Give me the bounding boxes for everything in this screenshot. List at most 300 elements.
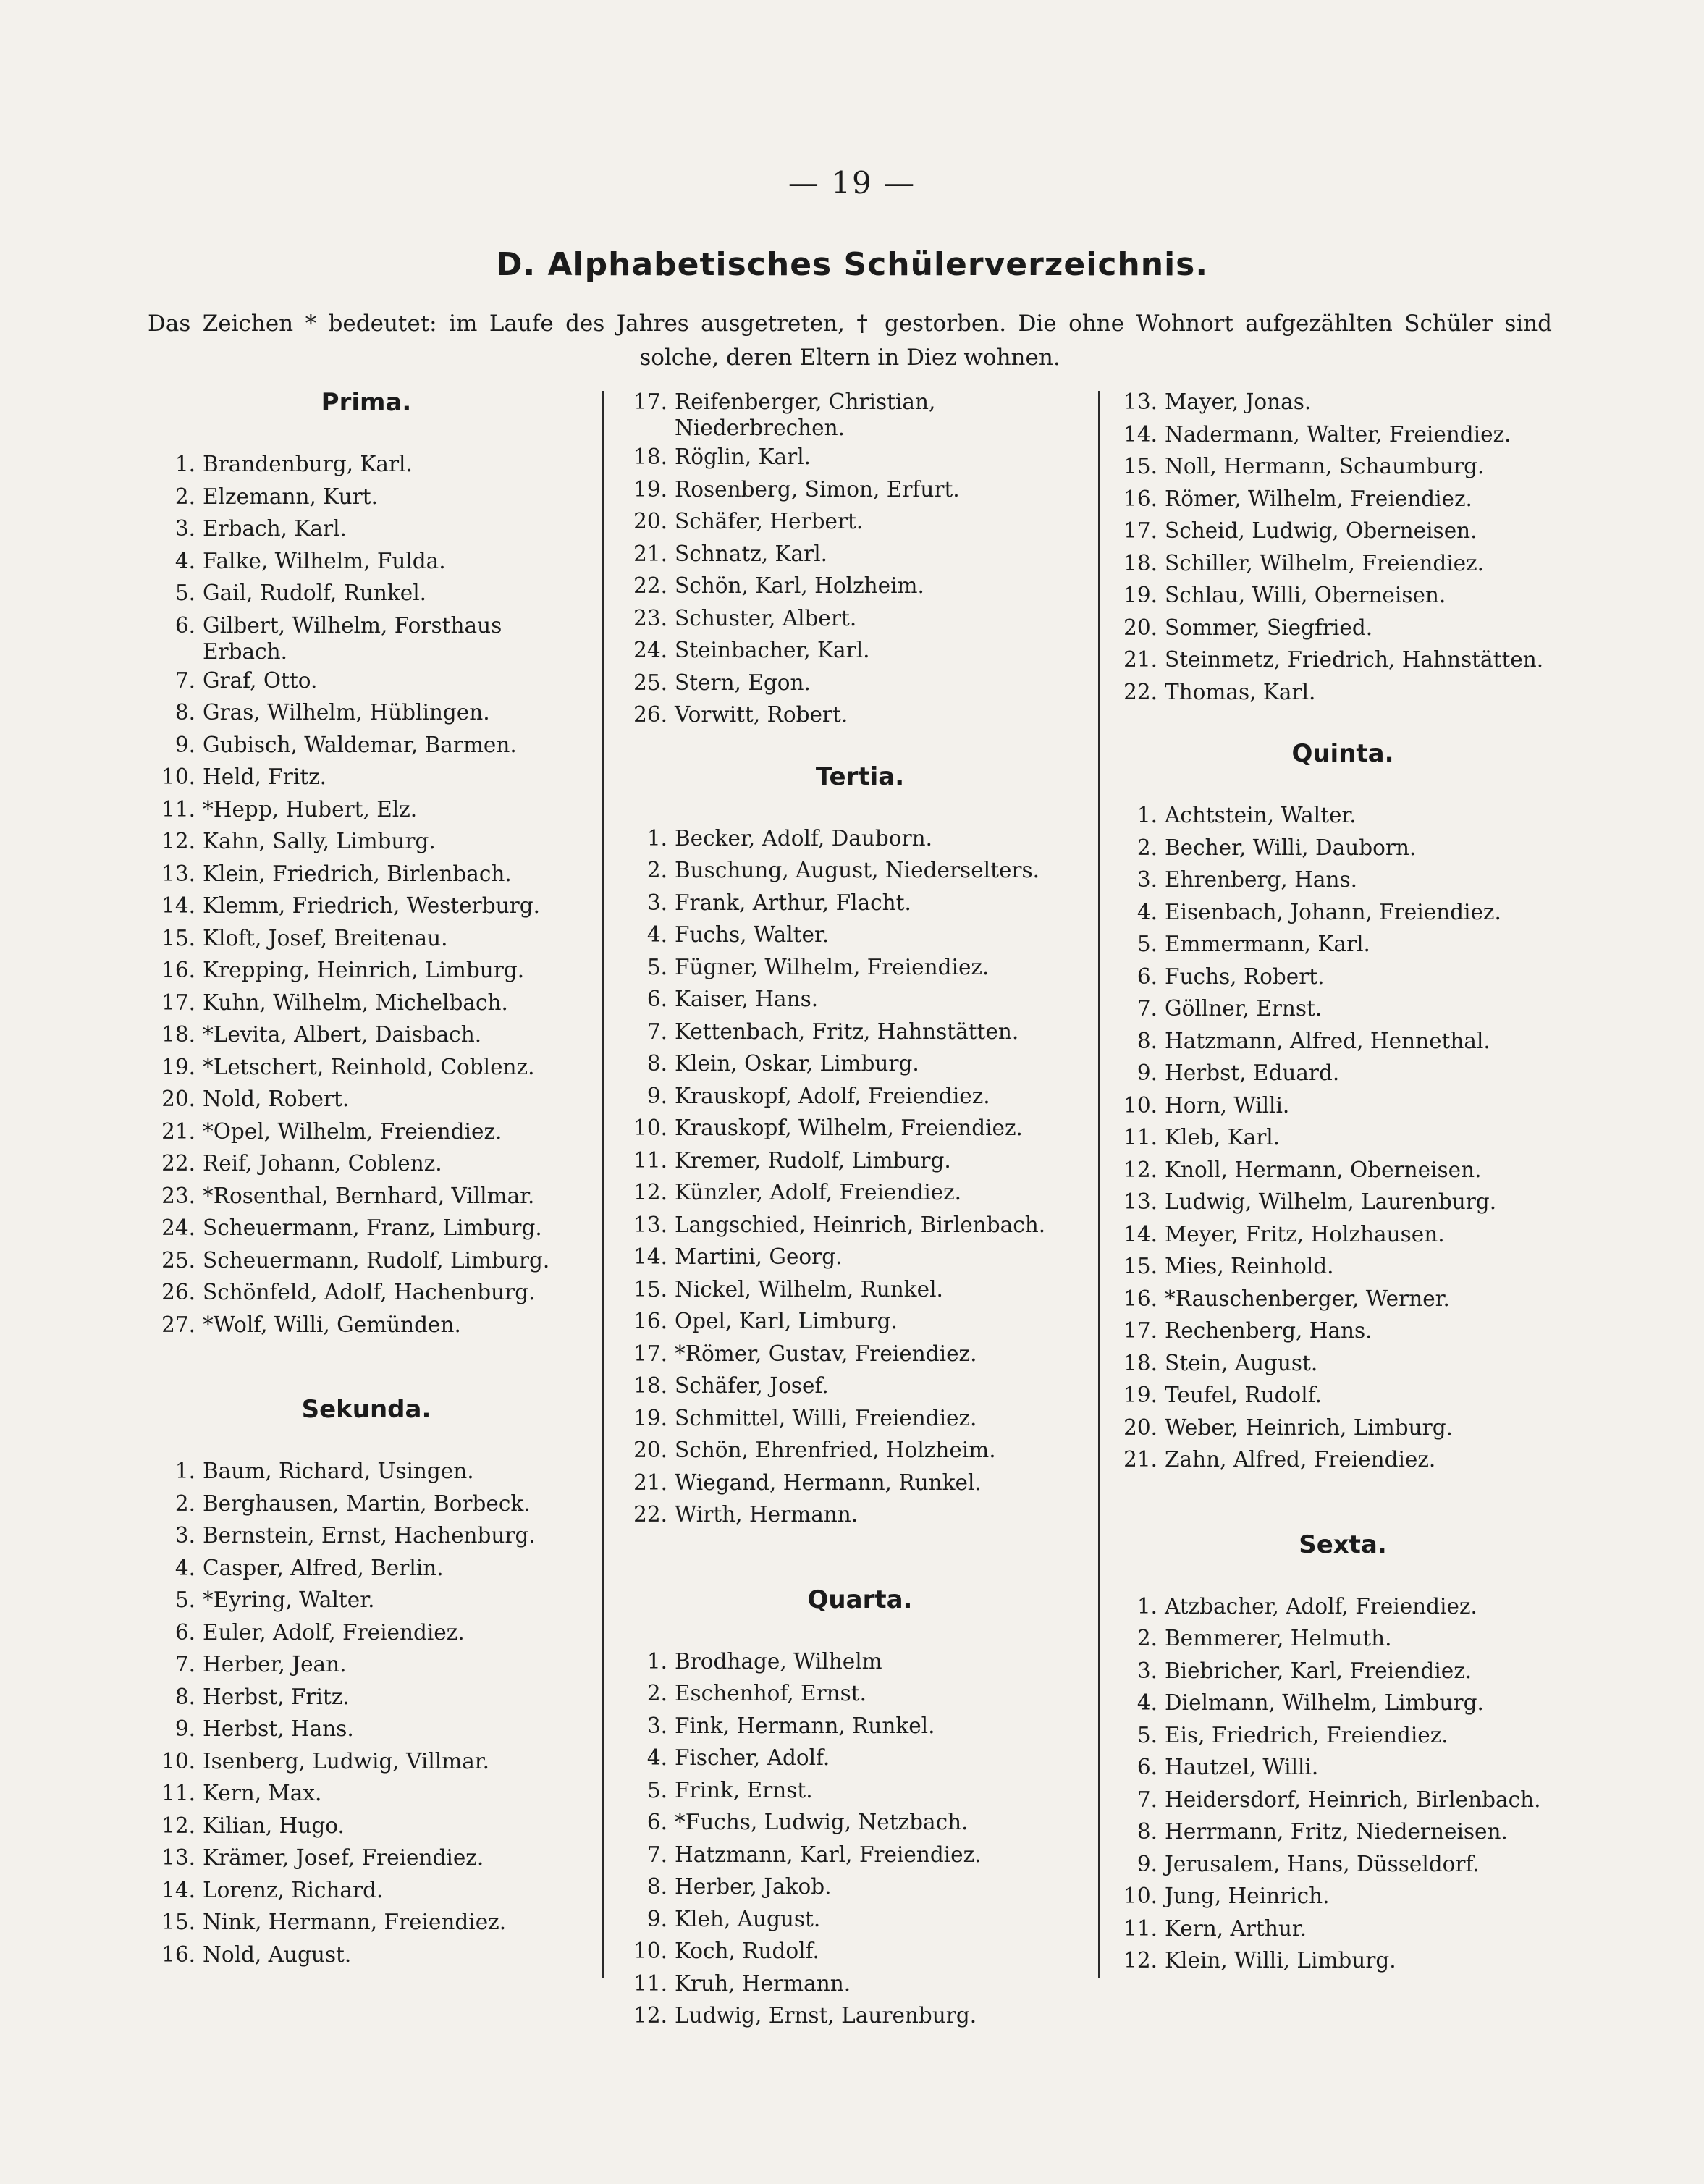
student-entry <box>621 602 1099 635</box>
student-entry <box>1111 799 1574 832</box>
student-entry <box>621 1144 1099 1177</box>
entry-number: 9. <box>646 1083 667 1108</box>
student-entry <box>1111 483 1574 515</box>
student-entry <box>149 1648 583 1681</box>
entry-name: Fuchs, Robert. <box>1165 964 1325 989</box>
entry-name: Martini, Georg. <box>675 1244 843 1269</box>
entry-name: Fink, Hermann, Runkel. <box>675 1713 935 1738</box>
student-entry <box>621 667 1099 699</box>
entry-number: 8. <box>174 1684 195 1709</box>
student-entry <box>1111 515 1574 547</box>
entry-number: 15. <box>161 1910 195 1934</box>
student-entry <box>1111 1816 1574 1848</box>
entry-name: Heidersdorf, Heinrich, Birlenbach. <box>1165 1787 1541 1812</box>
entry-name: Erbach, Karl. <box>203 516 347 541</box>
entry-name: Schlau, Willi, Oberneisen. <box>1165 583 1446 607</box>
entry-name: Kremer, Rudolf, Limburg. <box>675 1147 951 1173</box>
student-entry <box>621 1968 1099 2000</box>
student-entry <box>1111 676 1574 709</box>
entry-number: 2. <box>1136 835 1157 860</box>
student-entry <box>1111 1719 1574 1752</box>
entry-number: 12. <box>161 1813 195 1838</box>
entry-number: 1. <box>646 825 667 851</box>
student-entry <box>1111 992 1574 1025</box>
entry-number: 3. <box>646 1713 667 1738</box>
entry-name: Schön, Karl, Holzheim. <box>675 573 924 598</box>
column-middle <box>621 386 1099 2084</box>
entry-number: 8. <box>1136 1819 1157 1844</box>
entry-number: 11. <box>633 1147 667 1173</box>
entry-number: 11. <box>161 796 195 822</box>
student-entry <box>621 1498 1099 1531</box>
student-entry <box>149 1552 583 1585</box>
entry-number: 25. <box>633 670 667 695</box>
entry-name: Schön, Ehrenfried, Holzheim. <box>675 1438 996 1462</box>
entry-number: 14. <box>1123 421 1157 447</box>
student-entry <box>1111 1443 1574 1476</box>
entry-number: 23. <box>161 1183 195 1208</box>
student-entry <box>149 1147 583 1180</box>
entry-name: Gras, Wilhelm, Hüblingen. <box>203 700 490 725</box>
entry-number: 9. <box>1136 1061 1157 1085</box>
student-entry <box>1111 1913 1574 1945</box>
entry-name: Herbst, Fritz. <box>203 1684 350 1709</box>
entry-name: Mayer, Jonas. <box>1165 389 1312 414</box>
student-entry <box>149 954 583 987</box>
student-entry <box>1111 896 1574 929</box>
student-entry <box>621 1903 1099 1936</box>
student-entry <box>621 1016 1099 1048</box>
entry-name: Knoll, Hermann, Oberneisen. <box>1165 1157 1482 1182</box>
student-entry <box>621 1935 1099 1968</box>
entry-number: 3. <box>1136 1658 1157 1683</box>
entry-number: 4. <box>646 922 667 947</box>
entry-number: 1. <box>174 1459 195 1483</box>
entry-name: Schäfer, Herbert. <box>675 509 864 534</box>
entry-name: Bernstein, Ernst, Hachenburg. <box>203 1523 536 1548</box>
entry-name: Krauskopf, Adolf, Freiendiez. <box>675 1083 990 1108</box>
entry-name: Klein, Oskar, Limburg. <box>675 1051 919 1076</box>
student-entry <box>1111 1848 1574 1881</box>
entry-name: Koch, Rudolf. <box>675 1939 819 1963</box>
student-entry <box>621 1402 1099 1435</box>
entry-number: 10. <box>633 1116 667 1140</box>
entry-number: 9. <box>174 1716 195 1741</box>
entry-number: 27. <box>161 1312 195 1337</box>
entry-number: 19. <box>633 476 667 502</box>
entry-name: Hatzmann, Karl, Freiendiez. <box>675 1842 982 1867</box>
student-entry <box>1111 1089 1574 1122</box>
entry-name: Held, Fritz. <box>203 764 327 789</box>
entry-number: 4. <box>174 548 195 573</box>
student-entry <box>621 1710 1099 1742</box>
entry-number: 13. <box>633 1212 667 1237</box>
entry-number: 17. <box>633 1341 667 1366</box>
entry-number: 10. <box>161 1748 195 1774</box>
student-entry <box>1111 418 1574 451</box>
entry-name: Ludwig, Ernst, Laurenburg. <box>675 2003 977 2028</box>
entry-name: Dielmann, Wilhelm, Limburg. <box>1165 1690 1484 1715</box>
entry-number: 2. <box>646 1681 667 1706</box>
entry-name: Baum, Richard, Usingen. <box>203 1459 474 1483</box>
entry-number: 14. <box>1123 1221 1157 1247</box>
entry-name: Fuchs, Walter. <box>675 922 830 947</box>
entry-number: 23. <box>633 605 667 631</box>
entry-number: 3. <box>1136 867 1157 892</box>
entry-number: 1. <box>1136 803 1157 827</box>
legend-note: Das Zeichen * bedeutet: im Laufe des Jahres ausgetreten, † gestorben. Die ohne Wohnort aufgezählten Schüler sind solche, deren Eltern in Diez wohnen. <box>148 311 1552 371</box>
entry-name: Graf, Otto. <box>203 667 318 693</box>
student-entry <box>1111 1154 1574 1186</box>
student-entry <box>621 634 1099 667</box>
entry-number: 5. <box>1136 932 1157 956</box>
entry-number: 11. <box>161 1781 195 1805</box>
student-entry <box>1111 1687 1574 1719</box>
entry-name: Krämer, Josef, Freiendiez. <box>203 1845 484 1870</box>
entry-name: Gail, Rudolf, Runkel. <box>203 581 427 605</box>
student-entry <box>149 1745 583 1778</box>
class-section <box>621 1583 1099 2032</box>
entry-name: Nickel, Wilhelm, Runkel. <box>675 1276 943 1302</box>
entry-number: 8. <box>646 1874 667 1899</box>
entry-number: 1. <box>1136 1593 1157 1619</box>
entry-number: 6. <box>1136 1755 1157 1779</box>
entry-name: Krauskopf, Wilhelm, Freiendiez. <box>675 1116 1023 1140</box>
entry-name: Kloft, Josef, Breitenau. <box>203 925 448 950</box>
student-entry <box>1111 1121 1574 1154</box>
entry-name: Nold, Robert. <box>203 1087 350 1111</box>
entry-number: 4. <box>646 1745 667 1770</box>
entry-number: 20. <box>161 1087 195 1111</box>
entry-number: 12. <box>1123 1157 1157 1182</box>
entry-number: 12. <box>633 2003 667 2028</box>
entry-name: Kern, Arthur. <box>1165 1915 1307 1941</box>
entry-number: 14. <box>161 893 195 918</box>
entry-number: 3. <box>174 516 195 541</box>
page-number: — 19 — <box>788 165 916 201</box>
entry-number: 5. <box>646 1777 667 1803</box>
student-entry <box>149 890 583 922</box>
entry-name: Schiller, Wilhelm, Freiendiez. <box>1165 550 1485 575</box>
entry-number: 5. <box>174 581 195 605</box>
entry-number: 11. <box>633 1970 667 1996</box>
entry-name: Brodhage, Wilhelm <box>675 1648 882 1674</box>
entry-name: Thomas, Karl. <box>1165 679 1316 704</box>
entry-number: 2. <box>646 858 667 882</box>
student-entry <box>1111 1057 1574 1089</box>
section-title: Sekunda. <box>301 1395 431 1424</box>
student-entry <box>621 473 1099 506</box>
student-entry <box>621 1742 1099 1774</box>
student-entry <box>1111 1218 1574 1251</box>
entry-number: 17. <box>633 389 667 414</box>
student-entry <box>149 858 583 890</box>
entry-number: 9. <box>646 1906 667 1931</box>
entry-number: 18. <box>1123 1350 1157 1375</box>
student-entry <box>1111 450 1574 483</box>
entry-name: *Wolf, Willi, Gemünden. <box>203 1312 461 1337</box>
entry-name: Rosenberg, Simon, Erfurt. <box>675 476 960 502</box>
entry-name: Steinbacher, Karl. <box>675 638 870 662</box>
entry-name: Ludwig, Wilhelm, Laurenburg. <box>1165 1189 1497 1214</box>
entry-name: Noll, Hermann, Schaumburg. <box>1165 454 1485 478</box>
student-entry <box>149 1906 583 1939</box>
student-entry <box>621 1806 1099 1839</box>
student-entry <box>1111 1944 1574 1977</box>
student-entry <box>621 1273 1099 1306</box>
student-entry <box>621 1467 1099 1499</box>
entry-name: *Eyring, Walter. <box>203 1588 375 1612</box>
entry-number: 12. <box>1123 1948 1157 1973</box>
entry-name: Becher, Willi, Dauborn. <box>1165 835 1417 860</box>
student-entry <box>149 987 583 1019</box>
entry-name: Biebricher, Karl, Freiendiez. <box>1165 1658 1472 1683</box>
student-entry <box>1111 1784 1574 1816</box>
student-entry <box>149 1777 583 1810</box>
entry-name: Zahn, Alfred, Freiendiez. <box>1165 1447 1436 1472</box>
entry-name: *Opel, Wilhelm, Freiendiez. <box>203 1118 502 1144</box>
entry-name: Schönfeld, Adolf, Hachenburg. <box>203 1280 536 1304</box>
entry-name: Reif, Johann, Coblenz. <box>203 1151 442 1176</box>
entry-name: Klein, Friedrich, Birlenbach. <box>203 861 512 886</box>
student-entry <box>1111 386 1574 418</box>
student-entry <box>149 545 583 578</box>
student-entry <box>1111 961 1574 993</box>
entry-number: 7. <box>174 1652 195 1677</box>
entry-name: Nink, Hermann, Freiendiez. <box>203 1910 507 1934</box>
entry-name: Jung, Heinrich. <box>1165 1884 1330 1908</box>
entry-number: 7. <box>174 667 195 693</box>
entry-name: Buschung, August, Niederselters. <box>675 858 1040 882</box>
student-entry <box>621 1370 1099 1402</box>
entry-name: Casper, Alfred, Berlin. <box>203 1555 444 1580</box>
entry-name: *Rosenthal, Bernhard, Villmar. <box>203 1183 535 1208</box>
entry-number: 19. <box>633 1405 667 1430</box>
entry-name: Becker, Adolf, Dauborn. <box>675 825 932 851</box>
entry-name: *Rauschenberger, Werner. <box>1165 1286 1450 1311</box>
entry-name: Röglin, Karl. <box>675 444 811 469</box>
entry-name: Herbst, Eduard. <box>1165 1061 1340 1085</box>
entry-name: *Letschert, Reinhold, Coblenz. <box>203 1054 535 1079</box>
column-right <box>1111 386 1574 2029</box>
entry-name: Mies, Reinhold. <box>1165 1254 1334 1278</box>
section-title: Quarta. <box>807 1585 913 1614</box>
student-entry <box>1111 612 1574 644</box>
entry-name: Falke, Wilhelm, Fulda. <box>203 548 446 573</box>
entry-name: Ehrenberg, Hans. <box>1165 867 1358 892</box>
section-title: Tertia. <box>815 762 905 791</box>
entry-number: 6. <box>1136 964 1157 989</box>
entry-number: 17. <box>1123 518 1157 543</box>
class-section <box>149 1393 583 1970</box>
entry-number: 14. <box>161 1877 195 1902</box>
entry-name: Kleh, August. <box>675 1906 821 1931</box>
student-entry <box>149 1212 583 1244</box>
student-entry <box>1111 864 1574 896</box>
student-entry <box>621 1338 1099 1370</box>
entry-name: Klemm, Friedrich, Westerburg. <box>203 893 540 918</box>
entry-number: 17. <box>161 990 195 1015</box>
student-entry <box>149 1681 583 1713</box>
entry-number: 5. <box>646 954 667 979</box>
entry-name: Eschenhof, Ernst. <box>675 1681 867 1706</box>
entry-name: Langschied, Heinrich, Birlenbach. <box>675 1212 1046 1237</box>
student-entry <box>621 538 1099 570</box>
entry-name: Kilian, Hugo. <box>203 1813 345 1838</box>
entry-number: 10. <box>1123 1092 1157 1118</box>
section-title: Prima. <box>321 388 412 417</box>
entry-name: Berghausen, Martin, Borbeck. <box>203 1491 531 1516</box>
class-section <box>1111 737 1574 1476</box>
entry-name: Stern, Egon. <box>675 670 811 695</box>
entry-number: 19. <box>161 1054 195 1079</box>
section-title: Quinta. <box>1291 739 1394 768</box>
student-entry <box>621 441 1099 473</box>
student-entry <box>1111 579 1574 612</box>
entry-name: Kettenbach, Fritz, Hahnstätten. <box>675 1019 1019 1044</box>
entry-name: Hautzel, Willi. <box>1165 1755 1319 1779</box>
entry-number: 6. <box>646 1810 667 1834</box>
student-entry <box>621 570 1099 602</box>
entry-name: Kahn, Sally, Limburg. <box>203 829 436 853</box>
entry-name: Elzemann, Kurt. <box>203 484 379 509</box>
student-entry <box>149 1842 583 1874</box>
student-entry <box>149 1584 583 1616</box>
student-entry <box>621 1677 1099 1710</box>
entry-number: 7. <box>646 1842 667 1867</box>
student-entry <box>149 1874 583 1907</box>
entry-number: 17. <box>1123 1318 1157 1343</box>
entry-name: Herber, Jean. <box>203 1652 347 1677</box>
entry-number: 16. <box>161 958 195 982</box>
entry-name: Vorwitt, Robert. <box>675 702 848 727</box>
entry-number: 21. <box>1123 1447 1157 1472</box>
entry-name: Gilbert, Wilhelm, Forsthaus Erbach. <box>203 612 502 664</box>
student-entry <box>621 1209 1099 1241</box>
entry-name: *Römer, Gustav, Freiendiez. <box>675 1341 977 1366</box>
entry-name: Fischer, Adolf. <box>675 1745 830 1770</box>
entry-name: Klein, Willi, Limburg. <box>1165 1948 1396 1973</box>
student-entry <box>621 919 1099 951</box>
student-entry <box>149 1116 583 1148</box>
entry-name: Nadermann, Walter, Freiendiez. <box>1165 421 1511 447</box>
entry-number: 2. <box>174 484 195 509</box>
student-entry <box>149 825 583 858</box>
entry-number: 2. <box>174 1491 195 1516</box>
student-entry <box>621 983 1099 1016</box>
student-entry <box>149 1455 583 1488</box>
student-entry <box>621 854 1099 887</box>
entry-number: 19. <box>1123 583 1157 607</box>
student-entry <box>149 922 583 955</box>
entry-name: Bemmerer, Helmuth. <box>1165 1626 1392 1650</box>
entry-number: 4. <box>174 1555 195 1580</box>
entry-name: Opel, Karl, Limburg. <box>675 1309 898 1333</box>
entry-name: Gubisch, Waldemar, Barmen. <box>203 732 517 757</box>
entry-name: Wiegand, Hermann, Runkel. <box>675 1470 982 1495</box>
entry-number: 14. <box>633 1244 667 1269</box>
column-divider <box>602 391 604 1978</box>
entry-name: Brandenburg, Karl. <box>203 452 413 476</box>
entry-name: Hatzmann, Alfred, Hennethal. <box>1165 1028 1490 1053</box>
entry-name: Horn, Willi. <box>1165 1092 1290 1118</box>
entry-name: Kleb, Karl. <box>1165 1125 1281 1150</box>
section-title: Sexta. <box>1299 1530 1387 1559</box>
student-entry <box>149 1019 583 1051</box>
entry-number: 7. <box>646 1019 667 1044</box>
entry-name: Lorenz, Richard. <box>203 1877 384 1902</box>
entry-number: 6. <box>174 1619 195 1645</box>
entry-number: 25. <box>161 1247 195 1273</box>
student-entry <box>621 1080 1099 1113</box>
entry-number: 11. <box>1123 1125 1157 1150</box>
entry-name: *Fuchs, Ludwig, Netzbach. <box>675 1810 969 1834</box>
student-entry <box>149 1713 583 1745</box>
entry-name: *Levita, Albert, Daisbach. <box>203 1022 482 1047</box>
entry-number: 1. <box>174 452 195 476</box>
entry-number: 22. <box>633 573 667 598</box>
entry-name: Emmermann, Karl. <box>1165 932 1370 956</box>
entry-number: 6. <box>174 612 195 638</box>
entry-number: 21. <box>633 1470 667 1495</box>
entry-number: 18. <box>633 444 667 469</box>
entry-name: Frank, Arthur, Flacht. <box>675 890 911 915</box>
student-entry <box>621 1645 1099 1678</box>
entry-name: Teufel, Rudolf. <box>1165 1383 1322 1407</box>
student-entry <box>621 699 1099 731</box>
student-entry <box>1111 644 1574 676</box>
student-entry <box>621 1112 1099 1144</box>
student-entry <box>621 887 1099 919</box>
entry-number: 8. <box>646 1051 667 1076</box>
entry-number: 22. <box>161 1151 195 1176</box>
student-entry <box>1111 1880 1574 1913</box>
entry-name: Krepping, Heinrich, Limburg. <box>203 958 525 982</box>
entry-number: 4. <box>1136 1690 1157 1715</box>
student-entry <box>621 1839 1099 1871</box>
entry-number: 10. <box>161 764 195 789</box>
student-entry <box>149 696 583 729</box>
class-section <box>621 386 1099 731</box>
student-entry <box>149 1616 583 1649</box>
entry-name: Wirth, Hermann. <box>675 1502 859 1527</box>
entry-name: Schuster, Albert. <box>675 605 857 631</box>
entry-number: 3. <box>174 1523 195 1548</box>
entry-number: 21. <box>161 1118 195 1144</box>
entry-number: 9. <box>1136 1851 1157 1876</box>
student-entry <box>1111 1283 1574 1315</box>
entry-number: 10. <box>1123 1884 1157 1908</box>
entry-name: Rechenberg, Hans. <box>1165 1318 1372 1343</box>
student-entry <box>621 1047 1099 1080</box>
entry-number: 22. <box>1123 679 1157 704</box>
student-entry <box>149 1244 583 1277</box>
entry-name: Isenberg, Ludwig, Villmar. <box>203 1748 490 1774</box>
class-section <box>1111 386 1574 708</box>
entry-number: 20. <box>633 1438 667 1462</box>
entry-name: Herrmann, Fritz, Niederneisen. <box>1165 1819 1508 1844</box>
entry-number: 8. <box>1136 1028 1157 1053</box>
entry-number: 16. <box>1123 1286 1157 1311</box>
entry-number: 22. <box>633 1502 667 1527</box>
entry-number: 21. <box>633 541 667 566</box>
student-entry <box>621 1999 1099 2032</box>
entry-name: Kern, Max. <box>203 1781 322 1805</box>
entry-number: 10. <box>633 1939 667 1963</box>
student-entry <box>1111 1655 1574 1687</box>
student-entry <box>1111 1590 1574 1623</box>
entry-name: Reifenberger, Christian, Niederbrechen. <box>675 389 936 440</box>
